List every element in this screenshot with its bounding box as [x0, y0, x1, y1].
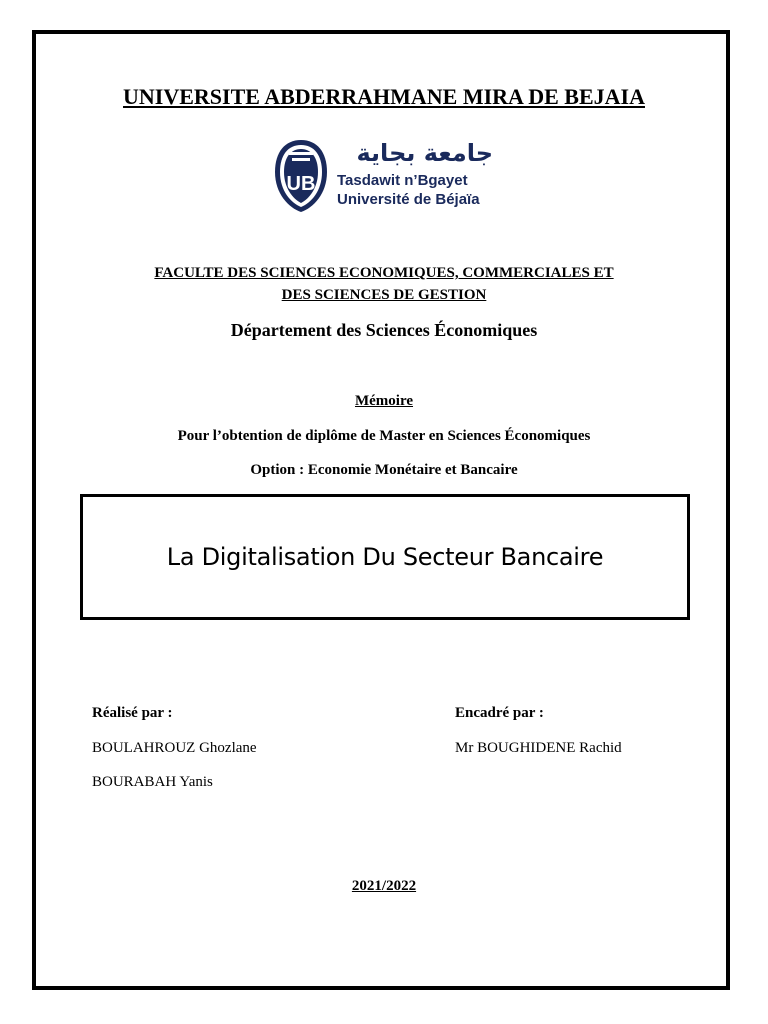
thesis-title: La Digitalisation Du Secteur Bancaire	[166, 543, 604, 571]
emblem-letters: UB	[286, 173, 316, 195]
author-name: BOURABAH Yanis	[92, 774, 213, 790]
faculty-line-2: DES SCIENCES DE GESTION	[281, 287, 487, 303]
academic-year: 2021/2022	[351, 878, 417, 894]
faculty-line-1: FACULTE DES SCIENCES ECONOMIQUES, COMMERCIALES ET	[154, 265, 614, 281]
logo-french-text: Université de Béjaïa	[337, 191, 480, 208]
logo-arabic-text: جامعة بجاية	[356, 139, 493, 167]
obtention-text: Pour l’obtention de diplôme de Master en Sciences Économiques	[177, 428, 591, 444]
logo-tamazight-text: Tasdawit n’Bgayet	[337, 172, 468, 189]
memoire-label: Mémoire	[354, 393, 414, 409]
university-emblem-icon	[273, 138, 329, 214]
department-name: Département des Sciences Économiques	[230, 320, 538, 340]
authors-label: Réalisé par :	[92, 705, 173, 721]
option-text: Option : Economie Monétaire et Bancaire	[250, 462, 518, 478]
thesis-title-box	[80, 494, 690, 620]
supervisor-label: Encadré par :	[455, 705, 544, 721]
university-title: UNIVERSITE ABDERRAHMANE MIRA DE BEJAIA	[123, 84, 645, 109]
university-logo	[273, 136, 493, 218]
author-name: BOULAHROUZ Ghozlane	[92, 740, 257, 756]
faculty-name	[0, 262, 768, 306]
supervisor-name: Mr BOUGHIDENE Rachid	[455, 740, 622, 756]
